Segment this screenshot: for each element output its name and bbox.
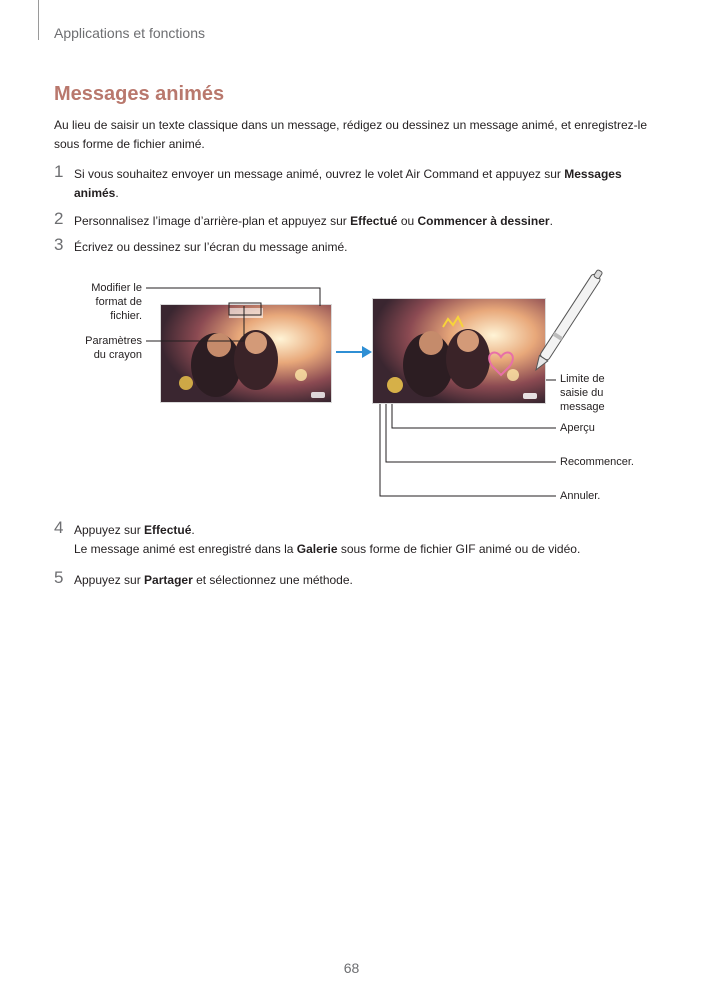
step-2: 2 Personnalisez l’image d’arrière-plan et appuyez sur Effectué ou Commencer à dessiner. bbox=[54, 209, 553, 228]
page-number: 68 bbox=[343, 960, 360, 976]
screen-after-image bbox=[372, 298, 546, 404]
intro-paragraph: Au lieu de saisir un texte classique dans un message, rédigez ou dessinez un message animé, et enregistrez-le sous forme de fichier animé. bbox=[54, 118, 647, 151]
callout-input-limit: Limite de saisie du message bbox=[560, 373, 605, 413]
step-number: 4 bbox=[54, 518, 64, 537]
step-4: 4 Appuyez sur Effectué. Le message animé est enregistré dans la Galerie sous forme de fichier GIF animé ou de vidéo. bbox=[54, 521, 654, 559]
step-number: 3 bbox=[54, 235, 64, 254]
step-4-note: Le message animé est enregistré dans la Galerie sous forme de fichier GIF animé ou de vidéo. bbox=[74, 542, 581, 556]
callout-preview: Aperçu bbox=[560, 422, 595, 434]
callout-restart: Recommencer. bbox=[560, 456, 634, 468]
callout-change-format: Modifier le format de fichier. bbox=[91, 282, 142, 322]
callout-pen-settings: Paramètres du crayon bbox=[85, 335, 142, 361]
header-rule bbox=[38, 0, 39, 40]
step-number: 5 bbox=[54, 568, 64, 587]
step-1: 1 Si vous souhaitez envoyer un message animé, ouvrez le volet Air Command et appuyez sur Messages animés. bbox=[54, 162, 622, 200]
step-5: 5 Appuyez sur Partager et sélectionnez une méthode. bbox=[54, 568, 353, 587]
step-number: 1 bbox=[54, 162, 64, 181]
step-3: 3 Écrivez ou dessinez sur l’écran du message animé. bbox=[54, 235, 348, 254]
page-title: Messages animés bbox=[54, 83, 225, 105]
screen-before-image bbox=[160, 304, 332, 403]
section-header: Applications et fonctions bbox=[54, 25, 205, 41]
callout-cancel: Annuler. bbox=[560, 490, 601, 502]
step-number: 2 bbox=[54, 209, 64, 228]
